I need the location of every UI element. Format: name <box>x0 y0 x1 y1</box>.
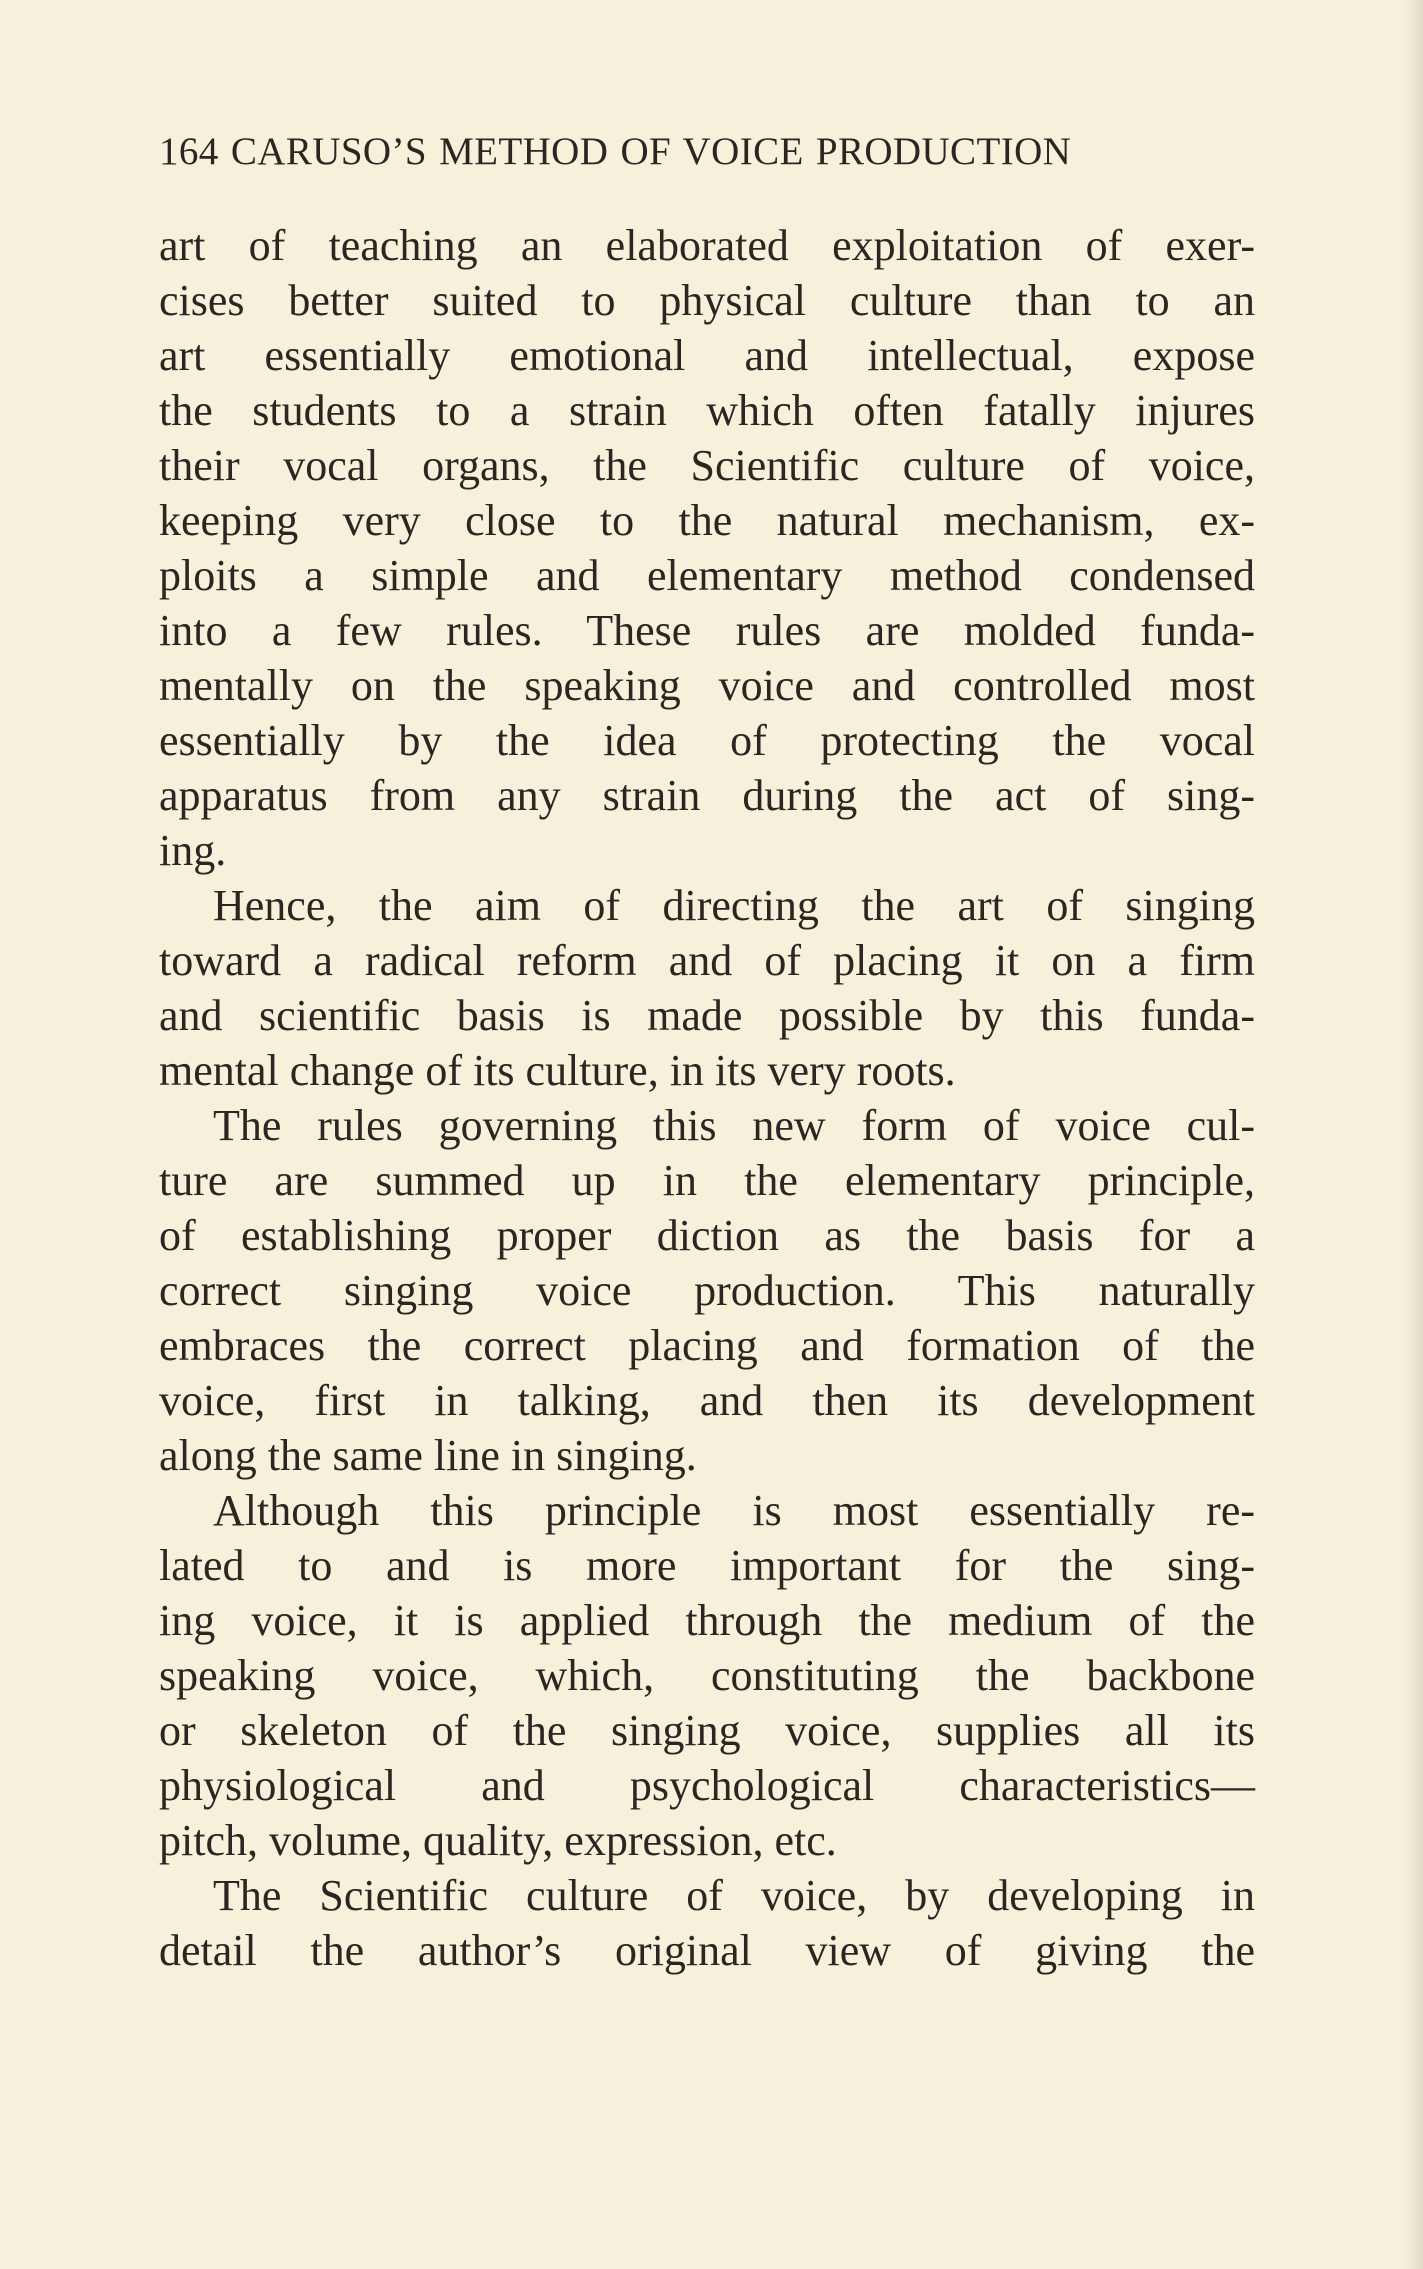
text-line: pitch, volume, quality, expression, etc. <box>159 1816 837 1865</box>
page-number: 164 <box>159 130 219 173</box>
text-line: into a few rules. These rules are molded funda- <box>159 606 1255 655</box>
page-edge-shadow <box>1405 0 1423 2269</box>
text-line: physiological and psychological characteristics— <box>159 1761 1255 1810</box>
text-line: ture are summed up in the elementary principle, <box>159 1156 1255 1205</box>
text-line: lated to and is more important for the sing- <box>159 1541 1255 1590</box>
text-line: apparatus from any strain during the act of sing- <box>159 771 1255 820</box>
text-line: mental change of its culture, in its very roots. <box>159 1046 956 1095</box>
text-line: or skeleton of the singing voice, supplies all its <box>159 1706 1255 1755</box>
text-line: keeping very close to the natural mechanism, ex- <box>159 496 1255 545</box>
text-line: and scientific basis is made possible by this funda- <box>159 991 1255 1040</box>
text-line: mentally on the speaking voice and controlled most <box>159 661 1255 710</box>
text-line: embraces the correct placing and formation of the <box>159 1321 1255 1370</box>
text-line: art essentially emotional and intellectual, expose <box>159 331 1255 380</box>
body-text <box>159 218 1255 1978</box>
text-line: of establishing proper diction as the basis for a <box>159 1211 1255 1260</box>
paragraph-first-line: Although this principle is most essentially re- <box>213 1486 1255 1535</box>
text-line: ing voice, it is applied through the medium of the <box>159 1596 1255 1645</box>
text-line: cises better suited to physical culture than to an <box>159 276 1255 325</box>
text-line: the students to a strain which often fatally injures <box>159 386 1255 435</box>
paragraph-first-line: The Scientific culture of voice, by developing in <box>213 1871 1255 1920</box>
running-head <box>159 124 1239 180</box>
running-title: CARUSO’S METHOD OF VOICE PRODUCTION <box>230 130 1072 173</box>
text-line: their vocal organs, the Scientific culture of voice, <box>159 441 1255 490</box>
text-line: ploits a simple and elementary method condensed <box>159 551 1255 600</box>
text-line: along the same line in singing. <box>159 1431 697 1480</box>
text-line: toward a radical reform and of placing it on a firm <box>159 936 1255 985</box>
text-line: speaking voice, which, constituting the backbone <box>159 1651 1255 1700</box>
text-line: essentially by the idea of protecting the vocal <box>159 716 1255 765</box>
text-line: art of teaching an elaborated exploitation of exer- <box>159 221 1255 270</box>
text-line: voice, first in talking, and then its development <box>159 1376 1255 1425</box>
paragraph-first-line: The rules governing this new form of voice cul- <box>213 1101 1255 1150</box>
text-line: detail the author’s original view of giving the <box>159 1926 1255 1975</box>
text-line: ing. <box>159 826 227 875</box>
text-line: correct singing voice production. This naturally <box>159 1266 1255 1315</box>
paragraph-first-line: Hence, the aim of directing the art of singing <box>213 881 1255 930</box>
